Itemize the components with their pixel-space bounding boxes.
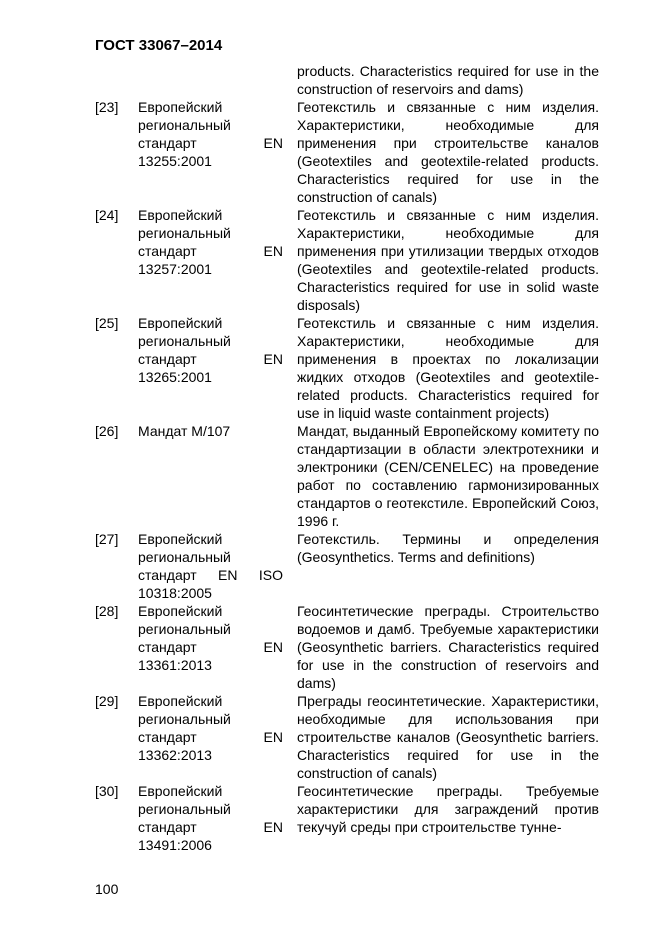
reference-number: [24] [95, 207, 119, 223]
reference-entry [95, 530, 599, 602]
reference-entry [95, 692, 599, 782]
reference-number: [26] [95, 423, 119, 439]
reference-description: Геотекстиль и связанные с ним изделия. Характеристики, необходимые для применения при утилизации твердых отходов (Geotextiles and geotextile-related products. Characteristics required for use in solid waste disposals) [297, 207, 599, 313]
reference-list [95, 98, 599, 854]
reference-source: Европейский региональный стандарт EN 13491:2006 [138, 783, 283, 853]
reference-source: Мандат М/107 [138, 423, 231, 439]
reference-source: Европейский региональный стандарт EN 13362:2013 [138, 693, 283, 763]
reference-entry [95, 98, 599, 206]
reference-description: Геотекстиль. Термины и определения (Geosynthetics. Terms and definitions) [297, 531, 599, 565]
reference-number: [30] [95, 783, 119, 799]
reference-number: [29] [95, 693, 119, 709]
reference-description: Геотекстиль и связанные с ним изделия. Характеристики, необходимые для применения при строительстве каналов (Geotextiles and geotextile-related products. Characteristics required for use in the construction of canals) [297, 99, 599, 205]
reference-number: [23] [95, 99, 119, 115]
reference-number: [25] [95, 315, 119, 331]
page-header: ГОСТ 33067–2014 [95, 37, 223, 54]
reference-entry [95, 422, 599, 530]
reference-entry [95, 314, 599, 422]
reference-source: Европейский региональный стандарт EN 13361:2013 [138, 603, 283, 673]
reference-description: Геотекстиль и связанные с ним изделия. Характеристики, необходимые для применения в проектах по локализации жидких отходов (Geotextiles and geotextile-related products. Characteristics required for use in liquid waste containment projects) [297, 315, 599, 421]
reference-source: Европейский региональный стандарт EN 13255:2001 [138, 99, 283, 169]
reference-source: Европейский региональный стандарт EN 13265:2001 [138, 315, 283, 385]
reference-entry [95, 782, 599, 854]
reference-description: Мандат, выданный Европейскому комитету по стандартизации в области электротехники и электроники (CEN/CENELEC) на проведение работ по составлению гармонизированных стандартов о геотекстиле. Европейский Союз, 1996 г. [297, 423, 599, 529]
reference-entry [95, 206, 599, 314]
reference-number: [28] [95, 603, 119, 619]
reference-source: Европейский региональный стандарт EN 13257:2001 [138, 207, 283, 277]
continuation-text: products. Characteristics required for use in the construction of reservoirs and dams) [297, 63, 599, 97]
reference-source: Европейский региональный стандарт EN ISO 10318:2005 [138, 531, 283, 601]
reference-entry [95, 602, 599, 692]
reference-description: Геосинтетические преграды. Требуемые характеристики для заграждений против текучуй среды при строительстве тунне- [297, 783, 599, 835]
page-number: 100 [95, 881, 119, 897]
reference-number: [27] [95, 531, 119, 547]
reference-description: Преграды геосинтетические. Характеристики, необходимые для использования при строительстве каналов (Geosynthetic barriers. Characteristics required for use in the construction of canals) [297, 693, 599, 781]
reference-description: Геосинтетические преграды. Строительство водоемов и дамб. Требуемые характеристики (Geosynthetic barriers. Characteristics required for use in the construction of reservoirs and dams) [297, 603, 599, 691]
